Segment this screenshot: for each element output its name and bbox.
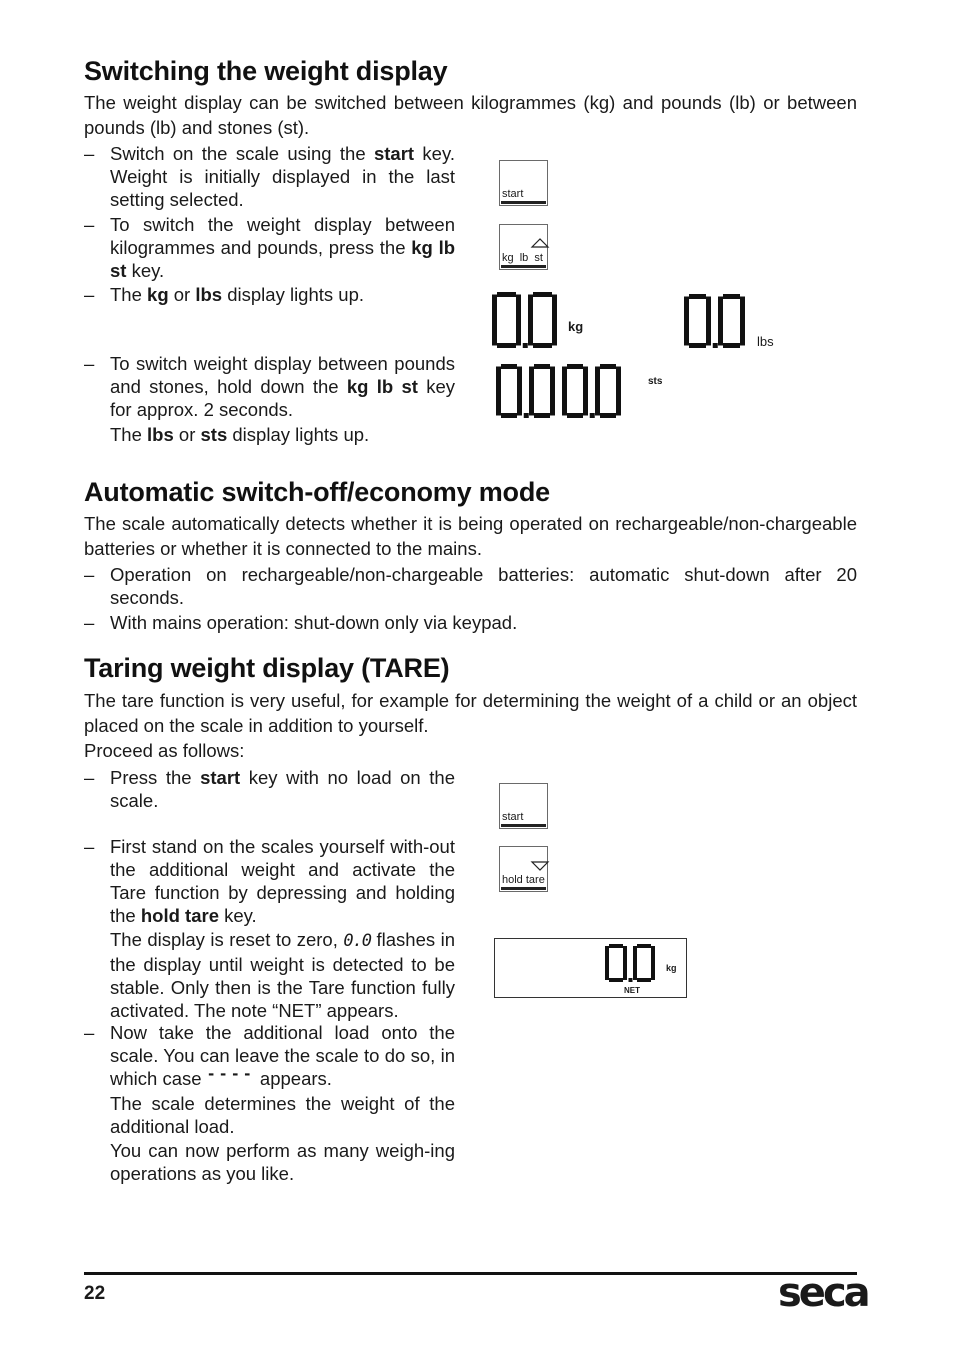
lcd-segment: [496, 367, 501, 392]
list-dash: –: [84, 353, 95, 374]
heading-switching-weight-display: Switching the weight display: [84, 56, 448, 86]
lcd-segment: [529, 367, 534, 392]
lcd-segment: [595, 391, 600, 416]
lcd-segment: [740, 297, 745, 322]
lcd-display-kg: [492, 292, 612, 352]
list-item-pounds-stones: To switch weight display between pounds and stones, hold down the kg lb st key for approx. 2 seconds.: [110, 353, 455, 420]
lcd-segment: [633, 963, 637, 980]
list-dash: –: [84, 767, 95, 788]
lcd-segment: [583, 391, 588, 416]
lcd-segment: [567, 413, 583, 418]
lcd-segment: [740, 321, 745, 346]
lcd-segment: [689, 343, 706, 348]
list-item-activate-tare: First stand on the scales yourself with-out the additional weight and activate the Tare function by depressing and holding the hold tare key.: [110, 836, 455, 926]
lcd-segment: [718, 297, 723, 322]
lcd-segment: [600, 413, 616, 418]
intro-auto-switch-off: The scale automatically detects whether it is being operated on rechargeable/non-chargeable batteries or whether it is connected to the mains.: [84, 513, 857, 559]
lcd-segment: [595, 367, 600, 392]
lcd-unit-lbs: lbs: [757, 334, 774, 349]
key-underline: [501, 265, 546, 268]
lcd-segment: [637, 978, 651, 982]
lcd-segment: [689, 294, 706, 299]
key-underline: [501, 201, 546, 204]
lcd-decimal-point: [629, 978, 633, 982]
list-item-repeat-weighing: You can now perform as many weigh-ing operations as you like.: [110, 1140, 455, 1184]
lcd-segment: [616, 391, 621, 416]
lcd-segment: [516, 320, 521, 346]
lcd-display-lbs: [684, 294, 804, 354]
lcd-segment: [723, 294, 740, 299]
list-dash: –: [84, 836, 95, 857]
inline-dashes: ----: [206, 1065, 255, 1083]
page-number: 22: [84, 1283, 106, 1304]
heading-taring: Taring weight display (TARE): [84, 653, 450, 683]
list-dash: –: [84, 564, 95, 585]
list-item-press-start: Press the start key with no load on the scale.: [110, 767, 455, 811]
lcd-segment: [533, 343, 552, 348]
list-item-switch-on: Switch on the scale using the start key. Weight is initially displayed in the last setting selected.: [110, 143, 455, 210]
lcd-segment: [528, 295, 533, 321]
lcd-segment: [718, 321, 723, 346]
list-dash: –: [84, 1022, 95, 1043]
lcd-segment: [609, 978, 623, 982]
list-item-determines-weight: The scale determines the weight of the additional load.: [110, 1093, 455, 1137]
lcd-decimal-point: [713, 343, 718, 348]
lcd-segment: [497, 343, 516, 348]
lcd-segment: [706, 297, 711, 322]
lcd-decimal-point: [523, 343, 528, 348]
lcd-segment: [684, 321, 689, 346]
start-key-illustration: [499, 160, 548, 206]
lcd-segment: [517, 367, 522, 392]
list-item-kg-pounds: To switch the weight display between kilogrammes and pounds, press the kg lb st key.: [110, 214, 456, 281]
lcd-decimal-point: [590, 413, 595, 418]
lcd-segment: [552, 295, 557, 321]
start-key-label: start: [502, 188, 524, 200]
lcd-segment: [529, 391, 534, 416]
lcd-segment: [723, 343, 740, 348]
lcd-segment: [605, 946, 609, 963]
lcd-segment: [501, 364, 517, 369]
hold-tare-key-label: hold tare: [502, 874, 545, 886]
lcd-segment: [623, 946, 627, 963]
lcd-segment: [583, 367, 588, 392]
lcd-segment: [651, 946, 655, 963]
intro-taring: The tare function is very useful, for example for determining the weight of a child or an object placed on the scale in addition to yourself.: [84, 690, 857, 736]
inline-lcd-zero: 0.0: [343, 931, 372, 951]
list-dash: –: [84, 214, 95, 235]
list-item-lbs-sts-lights: The lbs or sts display lights up.: [110, 424, 370, 445]
lcd-segment: [706, 321, 711, 346]
key-underline: [501, 887, 546, 890]
list-dash: –: [84, 143, 95, 164]
list-item-battery-shutdown: Operation on rechargeable/non-chargeable batteries: automatic shut-down after 20 seconds.: [110, 564, 857, 608]
lcd-display-sts: [496, 364, 656, 424]
lcd-unit-sts: sts: [648, 376, 663, 387]
lcd-segment: [552, 320, 557, 346]
list-item-reset-zero: The display is reset to zero, 0.0 flashes in the display until weight is detected to be stable. Only then is the Tare function fully activated. The note “NET” appears.: [110, 929, 455, 1021]
lcd-segment: [533, 292, 552, 297]
key-underline: [501, 824, 546, 827]
list-item-kg-lbs-lights: The kg or lbs display lights up.: [110, 284, 365, 305]
intro-switching: The weight display can be switched between kilogrammes (kg) and pounds (lb) or between pounds (lb) and stones (st).: [84, 92, 857, 138]
lcd-segment: [550, 391, 555, 416]
heading-auto-switch-off: Automatic switch-off/economy mode: [84, 477, 550, 507]
lcd-segment: [492, 295, 497, 321]
proceed-text: Proceed as follows:: [84, 740, 245, 761]
lcd-segment: [633, 946, 637, 963]
lcd-segment: [516, 295, 521, 321]
lcd-segment: [528, 320, 533, 346]
lcd-segment: [534, 413, 550, 418]
lcd-segment: [600, 364, 616, 369]
tare-display-panel: [494, 938, 687, 998]
lcd-segment: [605, 963, 609, 980]
list-item-mains-shutdown: With mains operation: shut-down only via keypad.: [110, 612, 518, 633]
list-dash: –: [84, 612, 95, 633]
lcd-segment: [497, 292, 516, 297]
start-key-illustration: [499, 783, 548, 829]
lcd-unit-kg: kg: [568, 319, 584, 334]
kg-lb-st-key-label: kg lb st: [502, 252, 543, 264]
lcd-decimal-point: [524, 413, 529, 418]
hold-tare-key-illustration: [499, 846, 548, 892]
lcd-segment: [567, 364, 583, 369]
lcd-segment: [562, 367, 567, 392]
lcd-segment: [616, 367, 621, 392]
lcd-segment: [517, 391, 522, 416]
footer-rule: [84, 1272, 857, 1275]
lcd-segment: [501, 413, 517, 418]
lcd-segment: [637, 944, 651, 948]
lcd-segment: [492, 320, 497, 346]
start-key-label: start: [502, 811, 524, 823]
lcd-display-tare: [605, 944, 675, 989]
lcd-segment: [534, 364, 550, 369]
list-item-additional-load: Now take the additional load onto the scale. You can leave the scale to do so, in which case ---- appears.: [110, 1022, 455, 1089]
list-dash: –: [84, 284, 95, 305]
net-indicator: NET: [624, 986, 640, 995]
lcd-segment: [609, 944, 623, 948]
lcd-unit-tare: kg: [666, 963, 677, 973]
lcd-segment: [496, 391, 501, 416]
kg-lb-st-key-illustration: [499, 224, 548, 270]
lcd-segment: [684, 297, 689, 322]
seca-logo: seca: [778, 1270, 868, 1316]
lcd-segment: [623, 963, 627, 980]
lcd-segment: [562, 391, 567, 416]
lcd-segment: [550, 367, 555, 392]
lcd-segment: [651, 963, 655, 980]
